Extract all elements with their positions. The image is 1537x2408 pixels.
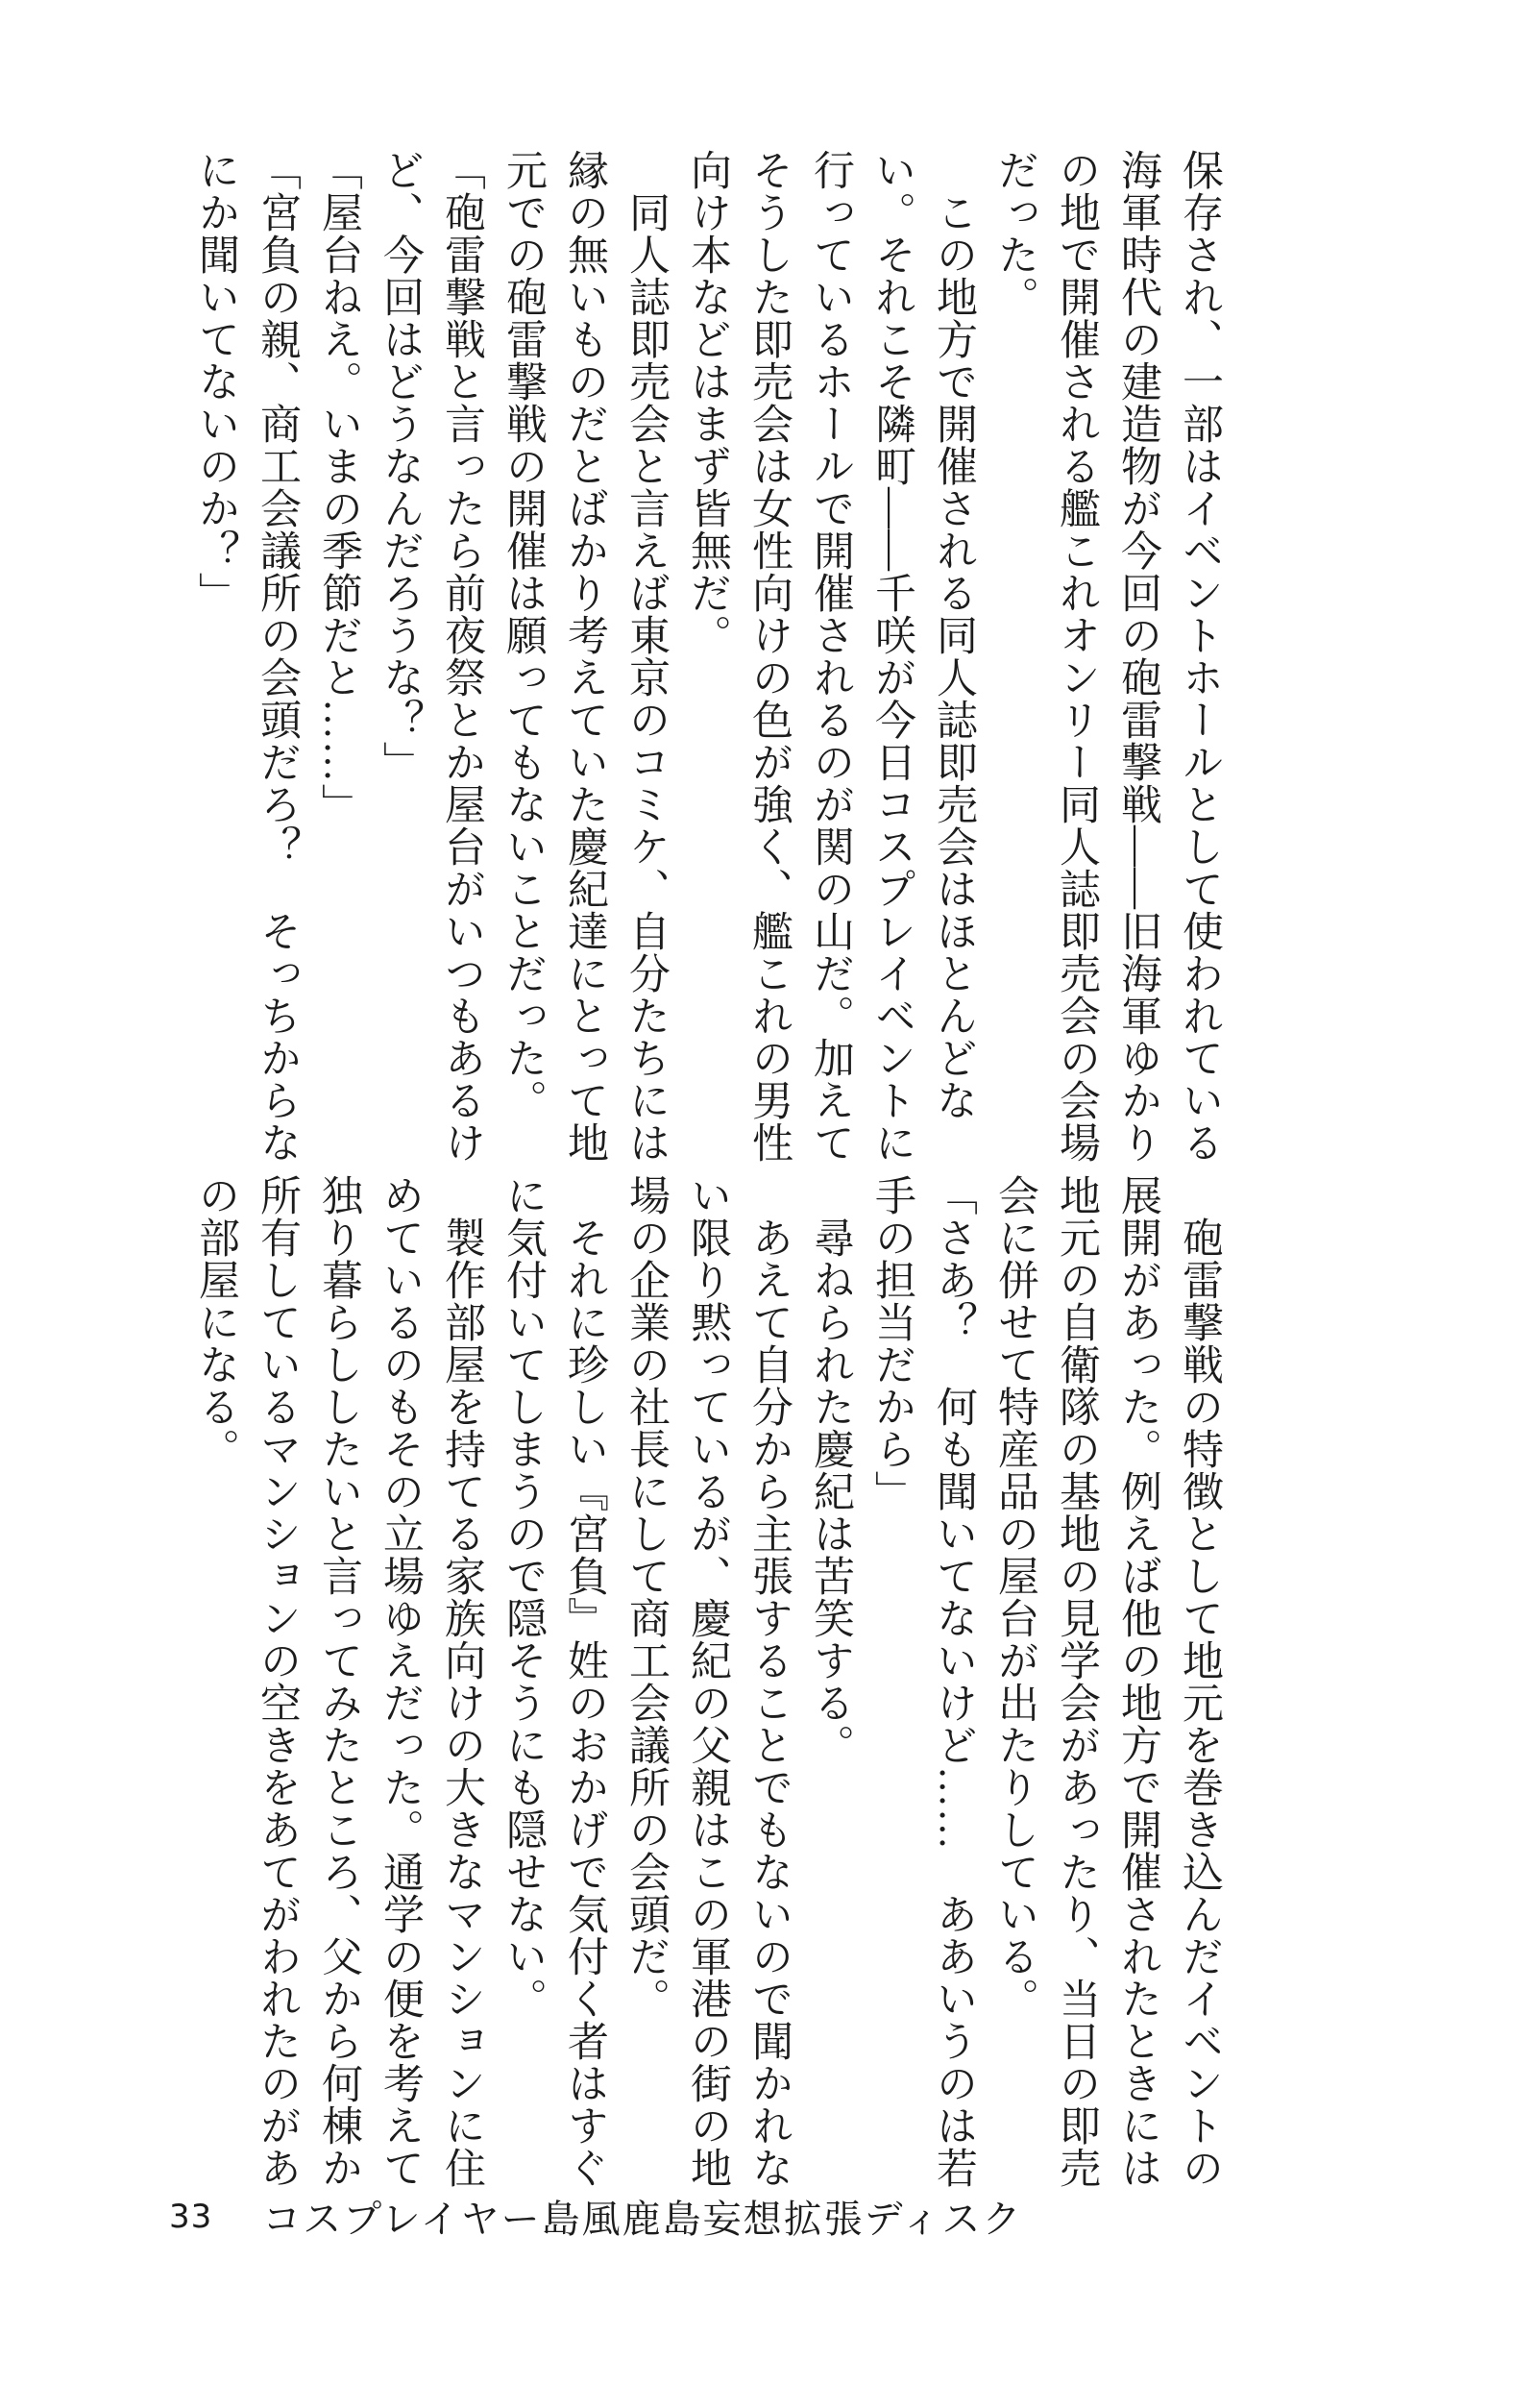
text-column: それに珍しい『宮負』姓のおかげで気付く者はすぐ <box>562 1174 607 2189</box>
text-column: 展開があった。例えば他の地方で開催されたときには <box>1115 1174 1160 2189</box>
text-column: この地方で開催される同人誌即売会はほとんどな <box>931 149 976 1121</box>
text-column: 「宮負の親、商工会議所の会頭だろ？ そっちからな <box>255 149 300 1164</box>
text-column: 元での砲雷撃戦の開催は願ってもないことだった。 <box>500 149 546 1121</box>
text-column: 縁の無いものだとばかり考えていた慶紀達にとって地 <box>562 149 607 1164</box>
text-column: 会に併せて特産品の屋台が出たりしている。 <box>992 1174 1037 2020</box>
text-column: 地元の自衛隊の基地の見学会があったり、当日の即売 <box>1054 1174 1099 2189</box>
bottom-text-block <box>184 1174 1230 2197</box>
text-column: にか聞いてないのか？」 <box>193 149 238 614</box>
text-column: 「屋台ねえ。いまの季節だと……」 <box>316 149 361 825</box>
text-column: 尋ねられた慶紀は苦笑する。 <box>808 1174 853 1766</box>
text-column: 所有しているマンションの空きをあてがわれたのがあ <box>255 1174 300 2189</box>
text-column: そうした即売会は女性向けの色が強く、艦これの男性 <box>746 149 792 1164</box>
text-column: 保存され、一部はイベントホールとして使われている <box>1177 149 1222 1164</box>
text-column: ど、今回はどうなんだろうな？」 <box>378 149 423 783</box>
text-column: 同人誌即売会と言えば東京のコミケ、自分たちには <box>623 149 669 1164</box>
text-column: 「さあ？ 何も聞いてないけど…… ああいうのは若 <box>931 1174 976 2189</box>
text-column: に気付いてしまうので隠そうにも隠せない。 <box>500 1174 546 2020</box>
top-text-block <box>184 149 1230 1171</box>
text-column: 製作部屋を持てる家族向けの大きなマンションに住 <box>439 1174 484 2189</box>
text-column: だった。 <box>992 149 1037 318</box>
text-column: 「砲雷撃戦と言ったら前夜祭とか屋台がいつもあるけ <box>439 149 484 1164</box>
text-column: の地で開催される艦これオンリー同人誌即売会の会場 <box>1054 149 1099 1164</box>
text-column: 海軍時代の建造物が今回の砲雷撃戦――旧海軍ゆかり <box>1115 149 1160 1164</box>
page-number: 33 <box>169 2197 213 2236</box>
text-column: の部屋になる。 <box>193 1174 238 1470</box>
page-footer <box>169 2189 1022 2244</box>
text-column: あえて自分から主張することでもないので聞かれな <box>746 1174 792 2189</box>
text-column: 独り暮らししたいと言ってみたところ、父から何棟か <box>316 1174 361 2189</box>
text-column: い限り黙っているが、慶紀の父親はこの軍港の街の地 <box>685 1174 730 2189</box>
text-column: 場の企業の社長にして商工会議所の会頭だ。 <box>623 1174 669 2020</box>
text-column: 手の担当だから」 <box>869 1174 915 1512</box>
book-title: コスプレイヤー島風鹿島妄想拡張ディスク <box>262 2198 1023 2242</box>
text-column: 行っているホールで開催されるのが関の山だ。加えて <box>808 149 853 1164</box>
text-column: い。それこそ隣町――千咲が今日コスプレイベントに <box>869 149 915 1164</box>
text-column: 向け本などはまず皆無だ。 <box>685 149 730 656</box>
text-column: めているのもその立場ゆえだった。通学の便を考えて <box>378 1174 423 2189</box>
text-column: 砲雷撃戦の特徴として地元を巻き込んだイベントの <box>1177 1174 1222 2189</box>
